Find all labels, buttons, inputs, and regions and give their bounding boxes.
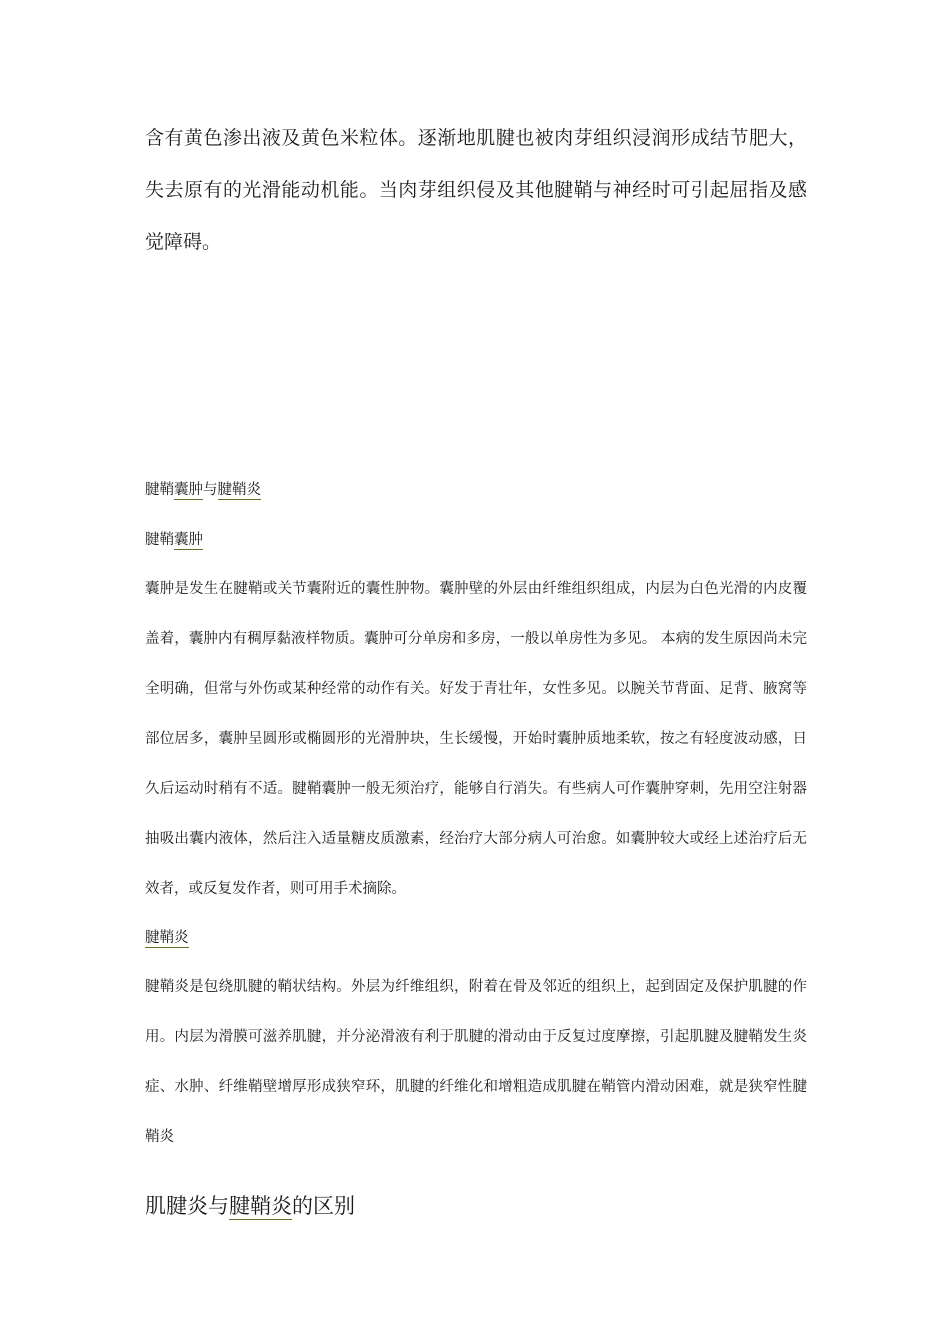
bottom-heading xyxy=(145,1192,355,1220)
bottom-heading-text-1: 肌腱炎与 xyxy=(145,1194,229,1218)
section-title-link-tenosynovitis[interactable]: 腱鞘炎 xyxy=(217,482,261,498)
tenosynovitis-heading-link[interactable]: 腱鞘炎 xyxy=(145,930,189,946)
section-title-text-1: 腱鞘 xyxy=(145,482,174,498)
section-title-text-2: 与 xyxy=(203,482,218,498)
bottom-heading-text-2: 的区别 xyxy=(292,1194,355,1218)
cyst-heading xyxy=(145,530,203,550)
tenosynovitis-paragraph: 腱鞘炎是包绕肌腱的鞘状结构。外层为纤维组织，附着在骨及邻近的组织上，起到固定及保护肌腱的作用。内层为滑膜可滋养肌腱，并分泌滑液有利于肌腱的滑动由于反复过度摩擦，引起肌腱及腱鞘发生炎症、水肿、纤维鞘壁增厚形成狭窄环，肌腱的纤维化和增粗造成肌腱在鞘管内滑动困难，就是狭窄性腱鞘炎 xyxy=(145,979,807,1145)
tenosynovitis-heading xyxy=(145,928,189,948)
cyst-heading-text: 腱鞘 xyxy=(145,532,174,548)
cyst-paragraph: 囊肿是发生在腱鞘或关节囊附近的囊性肿物。囊肿壁的外层由纤维组织组成，内层为白色光滑的内皮覆盖着，囊肿内有稠厚黏液样物质。囊肿可分单房和多房，一般以单房性为多见。 本病的发生原因尚未完全明确，但常与外伤或某种经常的动作有关。好发于青壮年，女性多见。以腕关节背面、足背、腋窝等部位居多，囊肿呈圆形或椭圆形的光滑肿块，生长缓慢，开始时囊肿质地柔软，按之有轻度波动感，日久后运动时稍有不适。腱鞘囊肿一般无须治疗，能够自行消失。有些病人可作囊肿穿刺，先用空注射器抽吸出囊内液体，然后注入适量糖皮质激素，经治疗大部分病人可治愈。如囊肿较大或经上述治疗后无效者，或反复发作者，则可用手术摘除。 xyxy=(145,581,807,897)
intro-paragraph: 含有黄色渗出液及黄色米粒体。逐渐地肌腱也被肉芽组织浸润形成结节肥大，失去原有的光滑能动机能。当肉芽组织侵及其他腱鞘与神经时可引起屈指及感觉障碍。 xyxy=(145,127,807,253)
section-title-link-cyst[interactable]: 囊肿 xyxy=(174,482,203,498)
section-title xyxy=(145,480,261,500)
bottom-heading-link[interactable]: 腱鞘炎 xyxy=(229,1194,292,1218)
cyst-heading-link[interactable]: 囊肿 xyxy=(174,532,203,548)
